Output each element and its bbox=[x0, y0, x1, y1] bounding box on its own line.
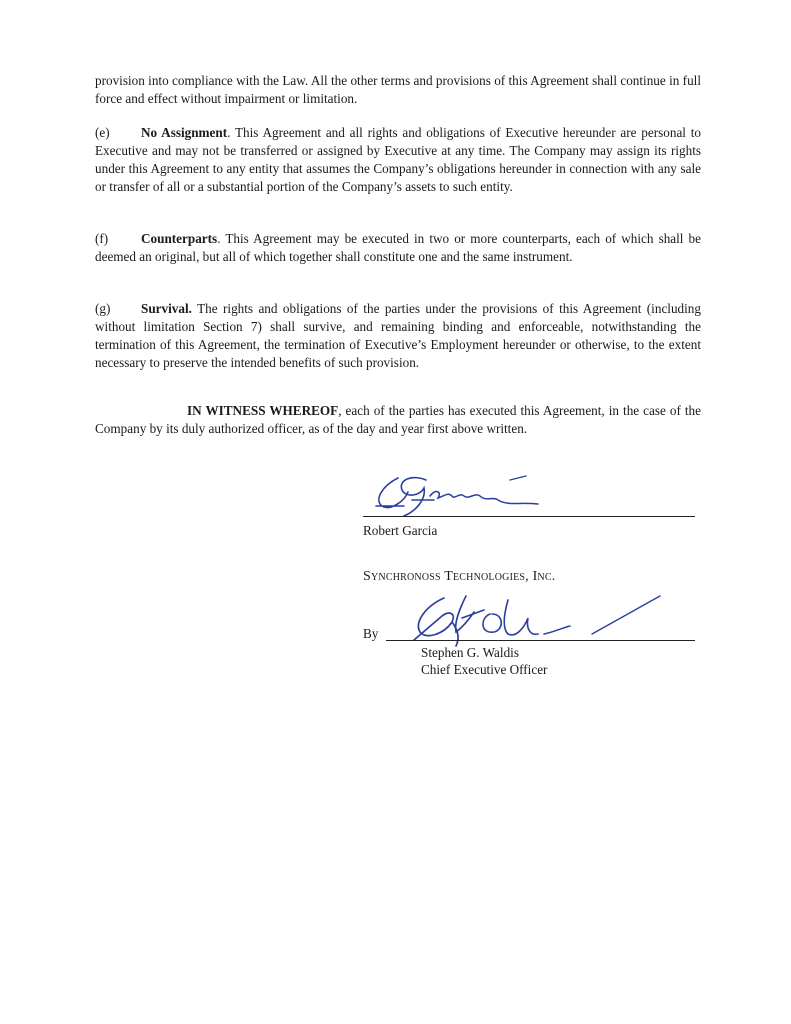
section-heading: No Assignment bbox=[141, 125, 228, 140]
section-number: (e) bbox=[95, 125, 110, 140]
executive-signature bbox=[368, 466, 543, 522]
executive-signature-line bbox=[363, 516, 695, 517]
paragraph-text: , each of the parties has executed this Agreement, in the case of the Company by its duly authorized officer, as of the day and year first above written. bbox=[95, 403, 701, 436]
paragraph-counterparts bbox=[95, 230, 701, 266]
signer-name: Stephen G. Waldis bbox=[421, 645, 519, 660]
company-name: Synchronoss Technologies, Inc. bbox=[363, 569, 556, 584]
executive-name: Robert Garcia bbox=[363, 523, 438, 538]
paragraph-witness bbox=[95, 402, 701, 438]
paragraph-no-assignment bbox=[95, 124, 701, 196]
paragraph-severability-continued bbox=[95, 72, 701, 108]
signer-title: Chief Executive Officer bbox=[421, 662, 548, 677]
section-number: (f) bbox=[95, 231, 109, 246]
paragraph-survival bbox=[95, 300, 701, 372]
section-heading: Survival. bbox=[141, 301, 192, 316]
company-signature-line bbox=[386, 640, 695, 641]
by-label: By bbox=[363, 626, 379, 641]
paragraph-text: provision into compliance with the Law. All the other terms and provisions of this Agreement shall continue in full force and effect without impairment or limitation. bbox=[95, 73, 701, 106]
section-heading: Counterparts bbox=[141, 231, 218, 246]
witness-heading: IN WITNESS WHEREOF bbox=[187, 403, 339, 418]
section-number: (g) bbox=[95, 301, 111, 316]
paragraph-text: . This Agreement may be executed in two or more counterparts, each of which shall be deemed an original, but all of which together shall constitute one and the same instrument. bbox=[95, 231, 701, 264]
paragraph-text: The rights and obligations of the parties under the provisions of this Agreement (including without limitation Section 7) shall survive, and remaining binding and enforceable, notwithstanding the termination of this Agreement, the termination of Executive’s Employment hereunder or otherwise, to the extent necessary to preserve the intended benefits of such provision. bbox=[95, 301, 701, 370]
paragraph-text: . This Agreement and all rights and obligations of Executive hereunder are personal to Executive and may not be transferred or assigned by Executive at any time. The Company may assign its rights under this Agreement to any entity that assumes the Company’s obligations hereunder in connection with any sale or transfer of all or a substantial portion of the Company’s assets to such entity. bbox=[95, 125, 701, 194]
